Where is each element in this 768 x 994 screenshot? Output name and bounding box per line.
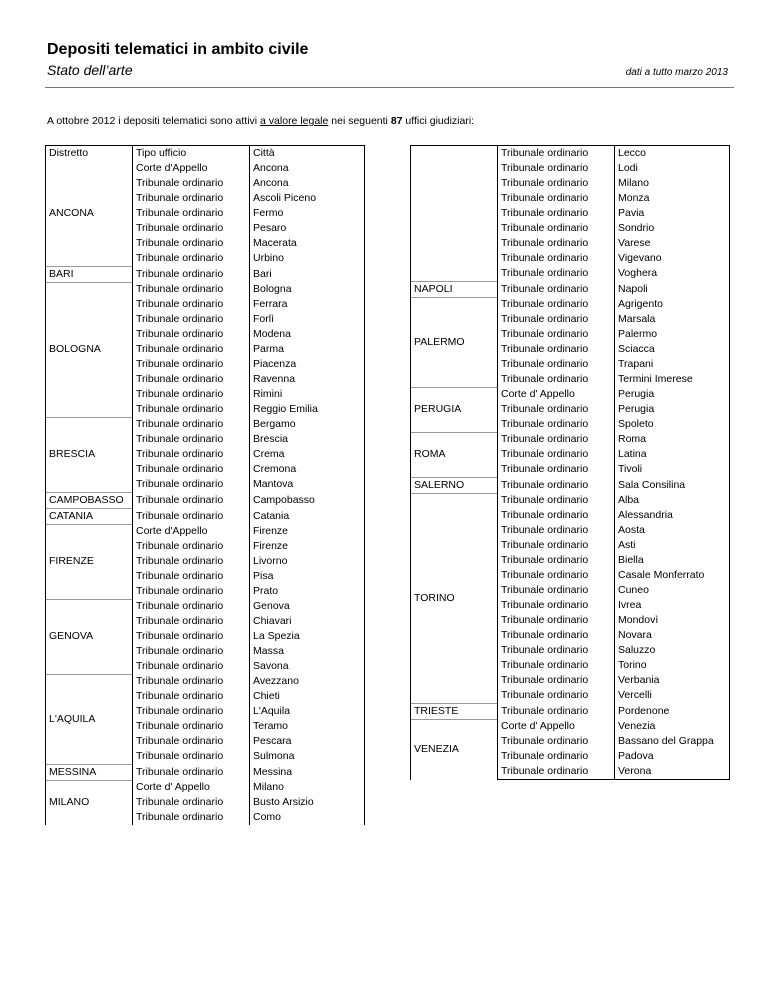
tipo-ufficio-cell: Tribunale ordinario [498,357,615,372]
tipo-ufficio-cell: Tribunale ordinario [133,236,250,251]
citta-cell: Latina [615,447,730,462]
distretto-cell: MESSINA [46,764,133,780]
citta-cell: Bergamo [250,417,365,432]
citta-cell: Aosta [615,523,730,538]
tipo-ufficio-cell: Tribunale ordinario [133,539,250,554]
citta-cell: Ancona [250,161,365,176]
tipo-ufficio-cell: Tribunale ordinario [498,734,615,749]
tipo-ufficio-cell: Tribunale ordinario [133,644,250,659]
tipo-ufficio-cell: Tribunale ordinario [133,251,250,266]
table-row [46,524,365,539]
citta-cell: Prato [250,584,365,599]
tipo-ufficio-cell: Tribunale ordinario [133,402,250,417]
citta-cell: Fermo [250,206,365,221]
citta-cell: Piacenza [250,357,365,372]
citta-cell: Brescia [250,432,365,447]
tipo-ufficio-cell: Tribunale ordinario [498,236,615,251]
tipo-ufficio-cell: Tribunale ordinario [133,387,250,402]
tipo-ufficio-cell: Tribunale ordinario [498,628,615,643]
tipo-ufficio-cell: Corte d' Appello [133,780,250,795]
distretto-cell: BRESCIA [46,417,133,492]
tipo-ufficio-cell: Tribunale ordinario [498,176,615,191]
table-row [46,674,365,689]
distretto-cell: MILANO [46,780,133,825]
tipo-ufficio-cell: Tribunale ordinario [498,327,615,342]
citta-cell: Mantova [250,477,365,492]
citta-cell: Spoleto [615,417,730,432]
distretto-cell [411,146,498,282]
header-citta: Città [250,146,365,162]
citta-cell: Pisa [250,569,365,584]
tipo-ufficio-cell: Tribunale ordinario [498,297,615,312]
tipo-ufficio-cell: Corte d'Appello [133,161,250,176]
tipo-ufficio-cell: Tribunale ordinario [498,206,615,221]
citta-cell: Milano [250,780,365,795]
citta-cell: Ascoli Piceno [250,191,365,206]
citta-cell: Palermo [615,327,730,342]
citta-cell: Ivrea [615,598,730,613]
tipo-ufficio-cell: Tribunale ordinario [498,266,615,281]
citta-cell: Bassano del Grappa [615,734,730,749]
tipo-ufficio-cell: Tribunale ordinario [133,342,250,357]
tipo-ufficio-cell: Tribunale ordinario [498,161,615,176]
citta-cell: Busto Arsizio [250,795,365,810]
tipo-ufficio-cell: Tribunale ordinario [133,795,250,810]
citta-cell: Chiavari [250,614,365,629]
citta-cell: Mondovì [615,613,730,628]
tipo-ufficio-cell: Tribunale ordinario [133,569,250,584]
date-note: dati a tutto marzo 2013 [625,67,728,78]
tipo-ufficio-cell: Tribunale ordinario [133,282,250,297]
citta-cell: Alba [615,493,730,508]
citta-cell: Padova [615,749,730,764]
citta-cell: Sondrio [615,221,730,236]
distretto-cell: SALERNO [411,477,498,493]
citta-cell: Como [250,810,365,825]
citta-cell: Bari [250,266,365,282]
tipo-ufficio-cell: Tribunale ordinario [133,266,250,282]
distretto-cell: L'AQUILA [46,674,133,764]
tipo-ufficio-cell: Tribunale ordinario [498,447,615,462]
tipo-ufficio-cell: Tribunale ordinario [498,342,615,357]
tipo-ufficio-cell: Tribunale ordinario [133,357,250,372]
intro-underlined: a valore legale [260,115,329,127]
citta-cell: Avezzano [250,674,365,689]
tipo-ufficio-cell: Tribunale ordinario [498,568,615,583]
citta-cell: Crema [250,447,365,462]
tipo-ufficio-cell: Tribunale ordinario [498,643,615,658]
table-row [411,281,730,297]
citta-cell: Perugia [615,402,730,417]
header-divider [45,87,734,88]
tipo-ufficio-cell: Tribunale ordinario [498,673,615,688]
citta-cell: Vercelli [615,688,730,703]
citta-cell: Pordenone [615,703,730,719]
tipo-ufficio-cell: Tribunale ordinario [498,281,615,297]
citta-cell: Urbino [250,251,365,266]
tipo-ufficio-cell: Tribunale ordinario [498,402,615,417]
tipo-ufficio-cell: Tribunale ordinario [498,221,615,236]
distretto-cell: CAMPOBASSO [46,492,133,508]
distretto-cell: CATANIA [46,508,133,524]
tipo-ufficio-cell: Tribunale ordinario [133,659,250,674]
citta-cell: Reggio Emilia [250,402,365,417]
page-subtitle: Stato dell’arte [47,62,133,78]
tipo-ufficio-cell: Tribunale ordinario [133,629,250,644]
tipo-ufficio-cell: Tribunale ordinario [133,191,250,206]
tipo-ufficio-cell: Tribunale ordinario [133,477,250,492]
citta-cell: Sala Consilina [615,477,730,493]
tipo-ufficio-cell: Tribunale ordinario [133,447,250,462]
citta-cell: Genova [250,599,365,614]
table-row [411,387,730,402]
distretto-cell: PERUGIA [411,387,498,432]
citta-cell: Firenze [250,524,365,539]
citta-cell: Savona [250,659,365,674]
citta-cell: Termini Imerese [615,372,730,387]
tipo-ufficio-cell: Tribunale ordinario [498,764,615,780]
tipo-ufficio-cell: Tribunale ordinario [133,764,250,780]
citta-cell: Venezia [615,719,730,734]
tipo-ufficio-cell: Tribunale ordinario [498,462,615,477]
citta-cell: Tivoli [615,462,730,477]
citta-cell: Lecco [615,146,730,162]
table-row [411,493,730,508]
tipo-ufficio-cell: Tribunale ordinario [133,674,250,689]
tipo-ufficio-cell: Tribunale ordinario [498,523,615,538]
distretto-cell: PALERMO [411,297,498,387]
tipo-ufficio-cell: Tribunale ordinario [133,221,250,236]
table-row [46,282,365,297]
citta-cell: Firenze [250,539,365,554]
tipo-ufficio-cell: Tribunale ordinario [133,206,250,221]
tipo-ufficio-cell: Tribunale ordinario [498,477,615,493]
offices-table-left [45,145,365,825]
distretto-cell: TRIESTE [411,703,498,719]
tipo-ufficio-cell: Tribunale ordinario [498,372,615,387]
table-row [46,266,365,282]
citta-cell: Forlì [250,312,365,327]
citta-cell: Chieti [250,689,365,704]
table-row [411,146,730,162]
tipo-ufficio-cell: Tribunale ordinario [133,417,250,432]
citta-cell: Saluzzo [615,643,730,658]
tipo-ufficio-cell: Tribunale ordinario [133,584,250,599]
citta-cell: Catania [250,508,365,524]
tipo-ufficio-cell: Tribunale ordinario [133,432,250,447]
tipo-ufficio-cell: Tribunale ordinario [133,734,250,749]
tipo-ufficio-cell: Tribunale ordinario [498,553,615,568]
table-row [411,477,730,493]
tipo-ufficio-cell: Tribunale ordinario [133,372,250,387]
tipo-ufficio-cell: Tribunale ordinario [133,614,250,629]
table-row [46,492,365,508]
distretto-cell: TORINO [411,493,498,703]
citta-cell: Pavia [615,206,730,221]
tipo-ufficio-cell: Tribunale ordinario [498,191,615,206]
table-row [411,432,730,447]
tipo-ufficio-cell: Tribunale ordinario [133,312,250,327]
citta-cell: Napoli [615,281,730,297]
citta-cell: Trapani [615,357,730,372]
citta-cell: Macerata [250,236,365,251]
citta-cell: Novara [615,628,730,643]
tipo-ufficio-cell: Tribunale ordinario [498,613,615,628]
citta-cell: L'Aquila [250,704,365,719]
tipo-ufficio-cell: Tribunale ordinario [133,297,250,312]
citta-cell: Parma [250,342,365,357]
table-header-row [46,146,365,162]
citta-cell: Vigevano [615,251,730,266]
citta-cell: Verbania [615,673,730,688]
table-row [46,417,365,432]
distretto-cell: BARI [46,266,133,282]
citta-cell: Marsala [615,312,730,327]
citta-cell: Ravenna [250,372,365,387]
tipo-ufficio-cell: Tribunale ordinario [498,538,615,553]
distretto-cell: ROMA [411,432,498,477]
table-row [46,599,365,614]
citta-cell: La Spezia [250,629,365,644]
tipo-ufficio-cell: Tribunale ordinario [133,704,250,719]
tipo-ufficio-cell: Tribunale ordinario [133,176,250,191]
citta-cell: Bologna [250,282,365,297]
citta-cell: Varese [615,236,730,251]
tipo-ufficio-cell: Tribunale ordinario [133,492,250,508]
citta-cell: Perugia [615,387,730,402]
tipo-ufficio-cell: Tribunale ordinario [498,251,615,266]
citta-cell: Cuneo [615,583,730,598]
citta-cell: Sciacca [615,342,730,357]
distretto-cell: ANCONA [46,161,133,266]
citta-cell: Modena [250,327,365,342]
citta-cell: Rimini [250,387,365,402]
tipo-ufficio-cell: Tribunale ordinario [498,703,615,719]
tipo-ufficio-cell: Tribunale ordinario [498,749,615,764]
table-row [411,719,730,734]
tipo-ufficio-cell: Tribunale ordinario [133,689,250,704]
citta-cell: Asti [615,538,730,553]
tipo-ufficio-cell: Tribunale ordinario [133,554,250,569]
tipo-ufficio-cell: Corte d' Appello [498,387,615,402]
tipo-ufficio-cell: Tribunale ordinario [498,688,615,703]
tipo-ufficio-cell: Tribunale ordinario [498,583,615,598]
tipo-ufficio-cell: Tribunale ordinario [498,417,615,432]
table-row [46,764,365,780]
table-row [411,703,730,719]
table-row [411,297,730,312]
citta-cell: Biella [615,553,730,568]
tipo-ufficio-cell: Corte d' Appello [498,719,615,734]
citta-cell: Verona [615,764,730,780]
citta-cell: Livorno [250,554,365,569]
citta-cell: Casale Monferrato [615,568,730,583]
header-distretto: Distretto [46,146,133,162]
citta-cell: Pesaro [250,221,365,236]
tipo-ufficio-cell: Tribunale ordinario [498,658,615,673]
citta-cell: Sulmona [250,749,365,764]
tipo-ufficio-cell: Tribunale ordinario [498,493,615,508]
header-tipo: Tipo ufficio [133,146,250,162]
citta-cell: Agrigento [615,297,730,312]
citta-cell: Ferrara [250,297,365,312]
offices-table-right [410,145,730,780]
citta-cell: Voghera [615,266,730,281]
tipo-ufficio-cell: Tribunale ordinario [498,508,615,523]
office-count: 87 [390,115,403,127]
tipo-ufficio-cell: Tribunale ordinario [498,598,615,613]
citta-cell: Pescara [250,734,365,749]
tipo-ufficio-cell: Tribunale ordinario [133,749,250,764]
citta-cell: Milano [615,176,730,191]
citta-cell: Monza [615,191,730,206]
citta-cell: Teramo [250,719,365,734]
citta-cell: Alessandria [615,508,730,523]
citta-cell: Ancona [250,176,365,191]
distretto-cell: VENEZIA [411,719,498,780]
citta-cell: Cremona [250,462,365,477]
citta-cell: Campobasso [250,492,365,508]
tipo-ufficio-cell: Tribunale ordinario [133,719,250,734]
tipo-ufficio-cell: Tribunale ordinario [498,312,615,327]
distretto-cell: FIRENZE [46,524,133,599]
page-title: Depositi telematici in ambito civile [47,41,309,58]
distretto-cell: GENOVA [46,599,133,674]
citta-cell: Torino [615,658,730,673]
tipo-ufficio-cell: Tribunale ordinario [133,327,250,342]
table-row [46,161,365,176]
table-row [46,508,365,524]
tipo-ufficio-cell: Corte d'Appello [133,524,250,539]
citta-cell: Roma [615,432,730,447]
tipo-ufficio-cell: Tribunale ordinario [133,599,250,614]
distretto-cell: BOLOGNA [46,282,133,417]
tipo-ufficio-cell: Tribunale ordinario [498,146,615,162]
citta-cell: Messina [250,764,365,780]
intro-text: A ottobre 2012 i depositi telematici sono attivi a valore legale nei seguenti 87 uffici giudiziari: [47,115,475,127]
distretto-cell: NAPOLI [411,281,498,297]
tipo-ufficio-cell: Tribunale ordinario [498,432,615,447]
tipo-ufficio-cell: Tribunale ordinario [133,810,250,825]
citta-cell: Lodi [615,161,730,176]
tipo-ufficio-cell: Tribunale ordinario [133,508,250,524]
citta-cell: Massa [250,644,365,659]
tipo-ufficio-cell: Tribunale ordinario [133,462,250,477]
table-row [46,780,365,795]
